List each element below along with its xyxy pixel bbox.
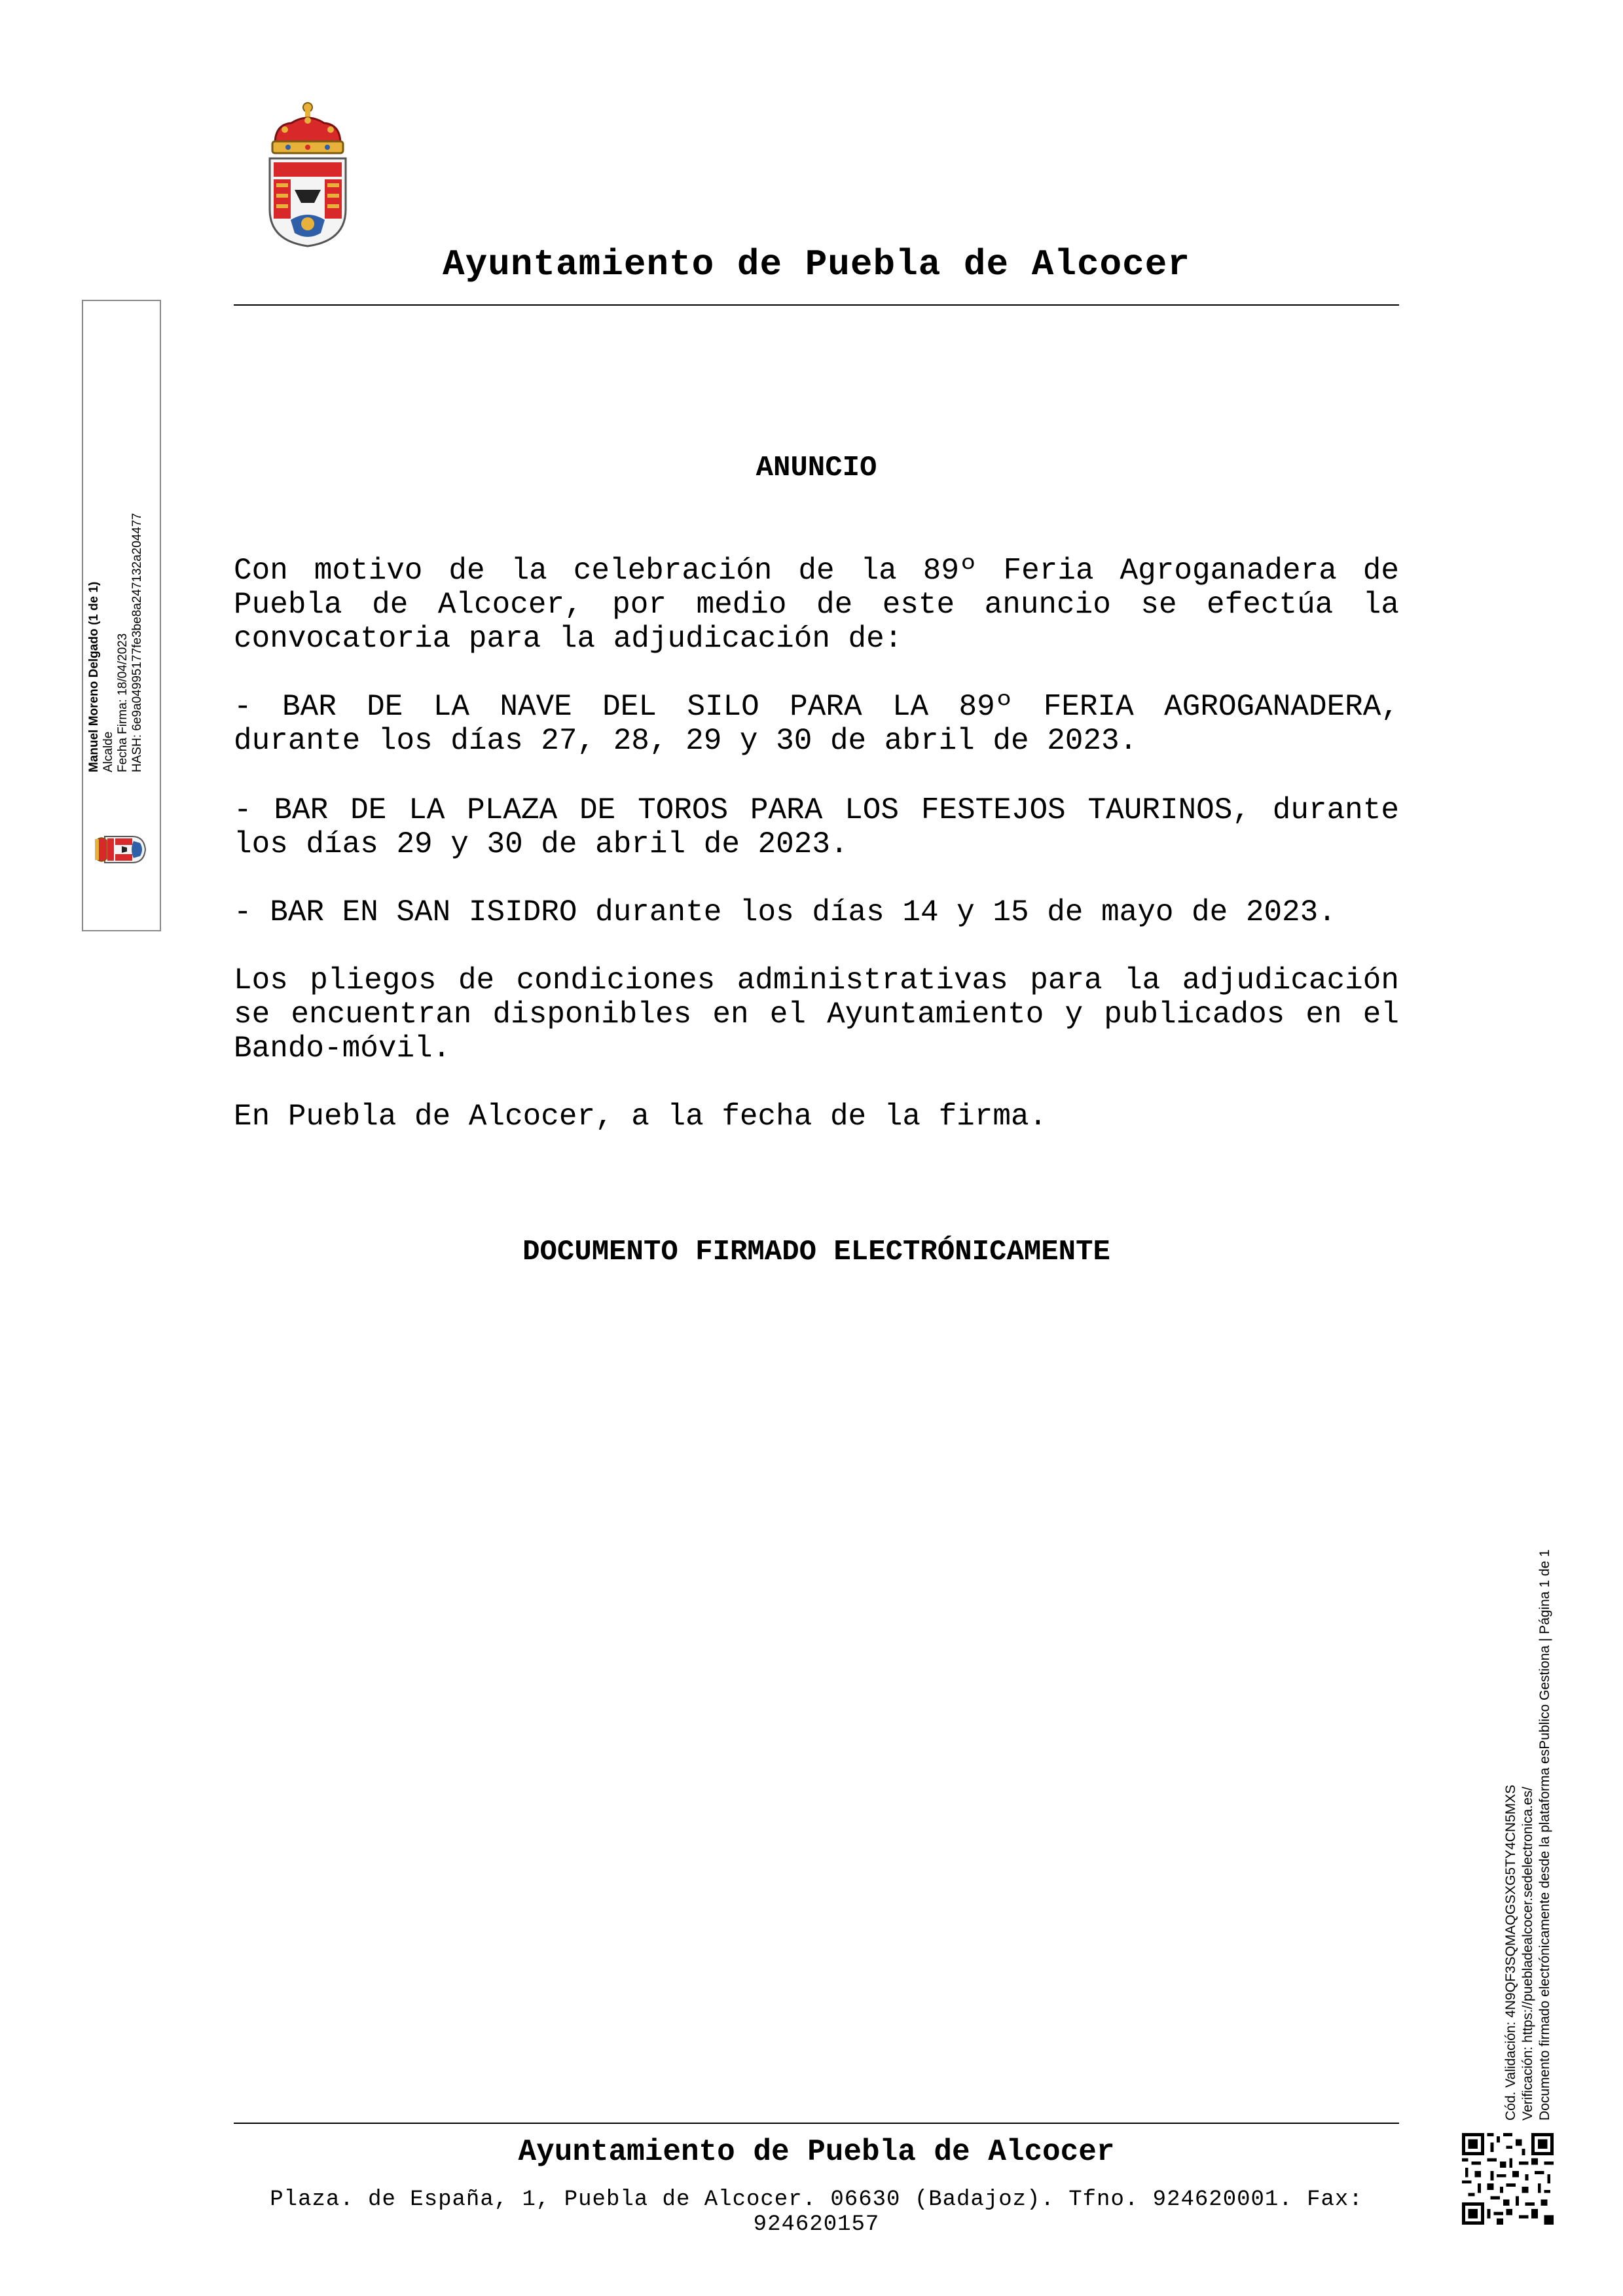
- validation-code: Cód. Validación: 4N9QF3SQMAQGSXG5TY4CN5MXS: [1503, 1784, 1518, 2121]
- qr-code-icon: [1462, 2133, 1554, 2225]
- footer-divider: [234, 2123, 1399, 2124]
- footer-title: Ayuntamiento de Puebla de Alcocer: [518, 2135, 1115, 2169]
- signature-coat-of-arms-icon: [95, 831, 154, 868]
- paragraph-date-place: En Puebla de Alcocer, a la fecha de la firma.: [234, 1100, 1048, 1134]
- signed-electronically-label: DOCUMENTO FIRMADO ELECTRÓNICAMENTE: [522, 1236, 1110, 1268]
- document-heading: ANUNCIO: [756, 452, 877, 484]
- signature-details: [87, 484, 159, 772]
- header-divider: [234, 304, 1399, 306]
- list-item-bar-silo: - BAR DE LA NAVE DEL SILO PARA LA 89º FERIA AGROGANADERA, durante los días 27, 28, 29 y 30 de abril de 2023.: [234, 690, 1399, 758]
- signature-date: Fecha Firma: 18/04/2023: [116, 633, 130, 772]
- verification-url[interactable]: Verificación: https://puebladealcocer.sedelectronica.es/: [1520, 1786, 1535, 2121]
- shield-icon: [270, 158, 346, 246]
- footer-address: Plaza. de España, 1, Puebla de Alcocer. 06630 (Badajoz). Tfno. 924620001. Fax: 924620157: [270, 2187, 1363, 2237]
- list-item-bar-san-isidro: - BAR EN SAN ISIDRO durante los días 14 y 15 de mayo de 2023.: [234, 895, 1336, 929]
- platform-note: Documento firmado electrónicamente desde la plataforma esPublico Gestiona | Página 1 de 1: [1537, 1549, 1552, 2121]
- signer-role: Alcalde: [101, 731, 115, 772]
- page-header-title: Ayuntamiento de Puebla de Alcocer: [443, 243, 1190, 285]
- paragraph-pliegos: Los pliegos de condiciones administrativas para la adjudicación se encuentran disponibles en el Ayuntamiento y publicados en el Bando-móvil.: [234, 963, 1399, 1066]
- coat-of-arms-logo: [262, 98, 354, 249]
- list-item-bar-plaza-toros: - BAR DE LA PLAZA DE TOROS PARA LOS FESTEJOS TAURINOS, durante los días 29 y 30 de abril de 2023.: [234, 793, 1399, 861]
- signature-hash: HASH: 6e9a04995177fe3be8a247132a204477: [130, 512, 144, 772]
- signer-name: Manuel Moreno Delgado (1 de 1): [87, 581, 101, 772]
- crown-icon: [272, 103, 343, 153]
- verification-details: [1503, 1427, 1568, 2121]
- paragraph-intro: Con motivo de la celebración de la 89º Feria Agroganadera de Puebla de Alcocer, por medio de este anuncio se efectúa la convocatoria para la adjudicación de:: [234, 554, 1399, 656]
